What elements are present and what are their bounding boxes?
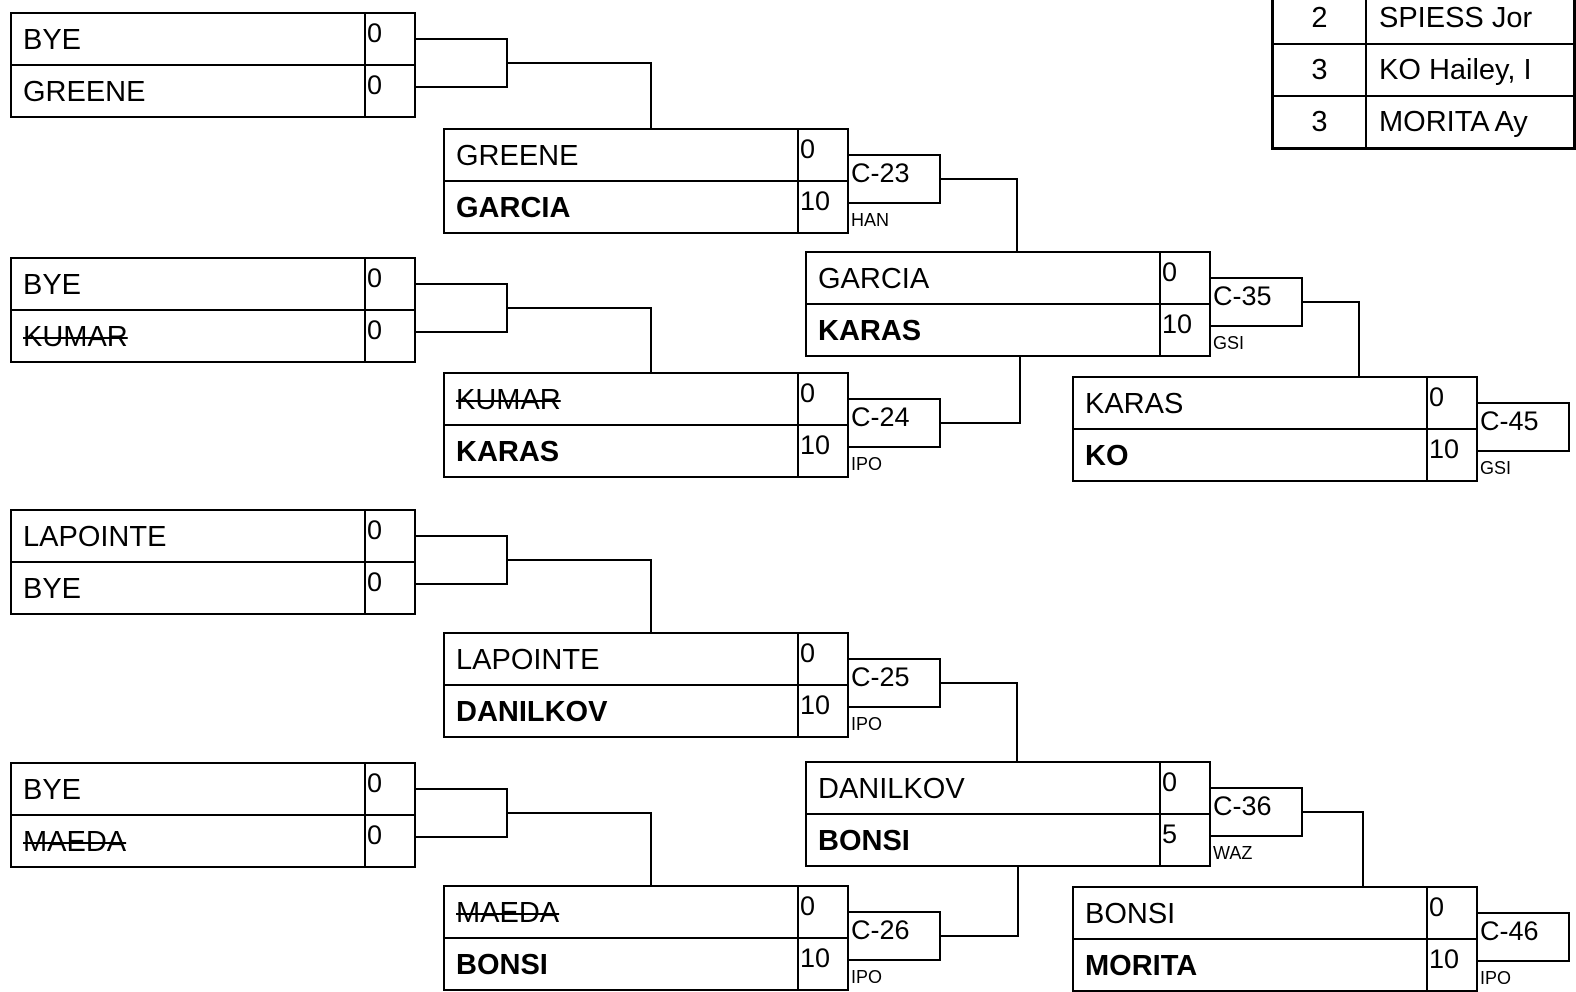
player-name: KARAS: [1085, 388, 1184, 420]
score-cell: [797, 424, 849, 478]
bye-connector-box: [414, 788, 508, 838]
player-name-cell: [805, 303, 1161, 357]
player-name-cell: [1072, 886, 1428, 940]
score-cell: [364, 561, 416, 615]
player-score: 0: [1429, 382, 1445, 412]
player-name: BYE: [23, 24, 82, 56]
player-name-cell: [10, 12, 366, 66]
match-code: C-46: [1476, 912, 1570, 962]
score-cell: [797, 684, 849, 738]
bracket-connector-line: [1301, 811, 1364, 813]
player-score: 0: [367, 768, 383, 798]
player-name-cell: [443, 885, 799, 939]
score-cell: [1426, 376, 1478, 430]
standings-place: 3: [1273, 96, 1367, 149]
player-score: 10: [800, 690, 831, 720]
score-cell: [1159, 303, 1211, 357]
player-score: 5: [1162, 819, 1178, 849]
match-code: C-24: [847, 398, 941, 448]
player-score: 0: [367, 515, 383, 545]
score-cell: [1159, 813, 1211, 867]
player-name: KUMAR: [456, 384, 561, 416]
player-name: LAPOINTE: [23, 521, 167, 553]
player-name: BONSI: [456, 949, 548, 981]
score-cell: [797, 128, 849, 182]
player-name: BYE: [23, 774, 82, 806]
player-name-cell: [10, 64, 366, 118]
player-name-cell: [805, 251, 1161, 305]
bracket-connector-line: [650, 812, 652, 885]
player-score: 10: [1429, 434, 1460, 464]
player-name-cell: [443, 684, 799, 738]
player-score: 0: [367, 820, 383, 850]
player-score: 0: [367, 263, 383, 293]
standings-name: KO Hailey, I: [1366, 44, 1575, 96]
match-venue: IPO: [851, 967, 883, 987]
player-name-cell: [10, 509, 366, 563]
score-cell: [364, 12, 416, 66]
player-score: 0: [367, 18, 383, 48]
player-name-cell: [443, 424, 799, 478]
score-cell: [797, 632, 849, 686]
player-score: 10: [800, 186, 831, 216]
player-name: MAEDA: [456, 897, 560, 929]
bracket-connector-line: [1016, 178, 1018, 251]
bye-connector-box: [414, 38, 508, 88]
player-score: 0: [1162, 257, 1178, 287]
match-venue: GSI: [1213, 333, 1245, 353]
standings-name: MORITA Ay: [1366, 96, 1575, 149]
player-name-cell: [10, 309, 366, 363]
score-cell: [797, 937, 849, 991]
score-cell: [797, 885, 849, 939]
bracket-connector-line: [939, 935, 1019, 937]
score-cell: [1426, 938, 1478, 992]
score-cell: [1159, 251, 1211, 305]
standings-place: 3: [1273, 44, 1367, 96]
bracket-connector-line: [939, 422, 1021, 424]
match-venue: IPO: [1480, 968, 1512, 988]
player-name-cell: [443, 632, 799, 686]
bracket-connector-line: [939, 178, 1018, 180]
score-cell: [364, 762, 416, 816]
bracket-connector-line: [1362, 811, 1364, 886]
player-score: 0: [800, 378, 816, 408]
match-code: C-45: [1476, 402, 1570, 452]
standings-row: [1273, 96, 1575, 149]
player-score: 0: [800, 891, 816, 921]
player-name: GREENE: [456, 140, 579, 172]
standings-row: [1273, 0, 1575, 44]
player-name-cell: [1072, 376, 1428, 430]
player-name-cell: [443, 128, 799, 182]
player-name: BONSI: [818, 825, 910, 857]
bracket-connector-line: [506, 559, 652, 561]
bracket-connector-line: [1301, 301, 1360, 303]
player-score: 0: [1429, 892, 1445, 922]
bye-connector-box: [414, 535, 508, 585]
player-name-cell: [10, 257, 366, 311]
bracket-connector-line: [650, 307, 652, 372]
score-cell: [364, 309, 416, 363]
match-code: C-35: [1209, 277, 1303, 327]
score-cell: [1426, 428, 1478, 482]
player-name-cell: [10, 762, 366, 816]
player-name: LAPOINTE: [456, 644, 600, 676]
bracket-connector-line: [506, 307, 652, 309]
match-code: C-26: [847, 911, 941, 961]
player-name: KO: [1085, 440, 1129, 472]
player-name-cell: [1072, 938, 1428, 992]
player-score: 10: [1429, 944, 1460, 974]
match-venue: GSI: [1480, 458, 1512, 478]
player-score: 0: [367, 315, 383, 345]
score-cell: [797, 180, 849, 234]
player-name: KARAS: [818, 315, 922, 347]
match-code: C-36: [1209, 787, 1303, 837]
player-name-cell: [443, 180, 799, 234]
standings-table: [1271, 0, 1576, 150]
player-name-cell: [805, 813, 1161, 867]
player-score: 10: [1162, 309, 1193, 339]
player-name-cell: [10, 561, 366, 615]
bye-connector-box: [414, 283, 508, 333]
player-name: GREENE: [23, 76, 146, 108]
player-score: 0: [1162, 767, 1178, 797]
bracket-connector-line: [650, 62, 652, 128]
player-name: DANILKOV: [818, 773, 965, 805]
player-name: BONSI: [1085, 898, 1176, 930]
player-name-cell: [443, 937, 799, 991]
player-name-cell: [10, 814, 366, 868]
player-name: BYE: [23, 269, 82, 301]
player-score: 0: [800, 134, 816, 164]
bracket-connector-line: [1358, 301, 1360, 376]
bracket-connector-line: [1016, 682, 1018, 761]
player-name: KARAS: [456, 436, 560, 468]
score-cell: [797, 372, 849, 426]
match-venue: HAN: [851, 210, 890, 230]
player-name: MORITA: [1085, 950, 1198, 982]
standings-row: [1273, 44, 1575, 96]
bracket-connector-line: [650, 559, 652, 632]
bracket-connector-line: [506, 62, 652, 64]
bracket-connector-line: [939, 682, 1018, 684]
player-score: 10: [800, 943, 831, 973]
player-name: MAEDA: [23, 826, 127, 858]
player-score: 10: [800, 430, 831, 460]
score-cell: [364, 814, 416, 868]
player-name: DANILKOV: [456, 696, 608, 728]
score-cell: [1426, 886, 1478, 940]
player-score: 0: [367, 70, 383, 100]
player-name: KUMAR: [23, 321, 128, 353]
match-venue: WAZ: [1213, 843, 1253, 863]
score-cell: [364, 509, 416, 563]
match-code: C-23: [847, 154, 941, 204]
standings-place: 2: [1273, 0, 1367, 44]
player-score: 0: [800, 638, 816, 668]
match-venue: IPO: [851, 454, 883, 474]
match-code: C-25: [847, 658, 941, 708]
bracket-connector-line: [506, 812, 652, 814]
bracket-connector-line: [1017, 865, 1019, 937]
score-cell: [364, 64, 416, 118]
standings-name: SPIESS Jor: [1366, 0, 1575, 44]
player-name-cell: [805, 761, 1161, 815]
player-name-cell: [1072, 428, 1428, 482]
player-name: GARCIA: [456, 192, 571, 224]
player-name: GARCIA: [818, 263, 930, 295]
player-name-cell: [443, 372, 799, 426]
player-name: BYE: [23, 573, 82, 605]
bracket-connector-line: [1019, 355, 1021, 424]
score-cell: [364, 257, 416, 311]
score-cell: [1159, 761, 1211, 815]
match-venue: IPO: [851, 714, 883, 734]
player-score: 0: [367, 567, 383, 597]
